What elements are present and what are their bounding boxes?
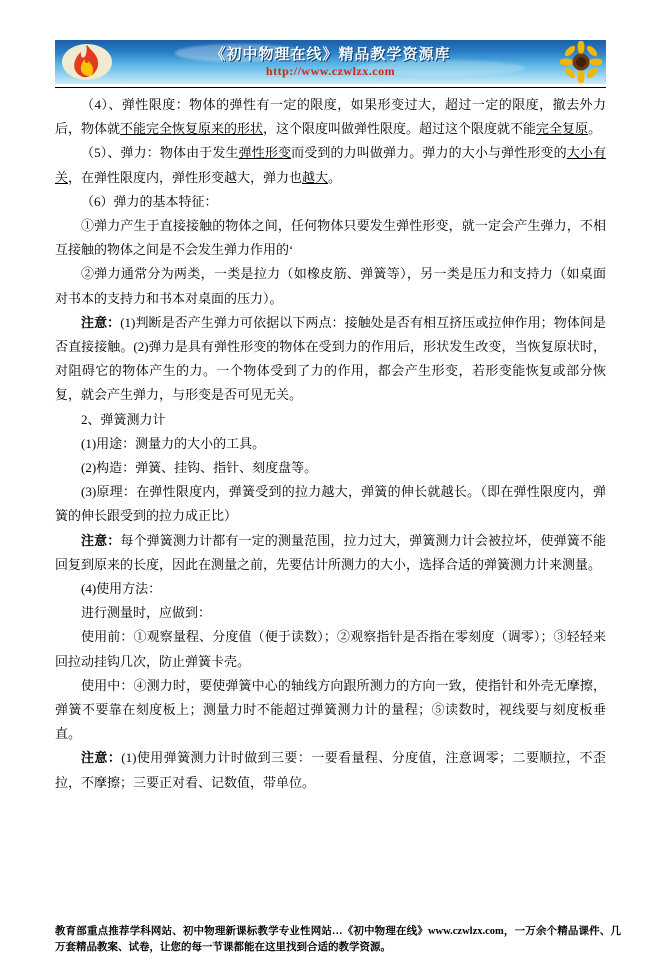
text-run: 每个弹簧测力计都有一定的测量范围，拉力过大，弹簧测力计会被拉坏，使弹簧不能回复到原来的长度，因此在测量之前，先要估计所测力的大小，选择合适的弹簧测力计来测量。 <box>55 532 606 572</box>
banner-image <box>55 40 606 84</box>
paragraph-p-note-2 <box>55 529 606 577</box>
paragraph-p-basic-features <box>55 190 606 214</box>
paragraph-p-use <box>55 432 606 456</box>
text-run: (2)构造：弹簧、挂钩、指针、刻度盘等。 <box>81 460 318 476</box>
text-run: (1)判断是否产生弹力可依据以下两点：接触处是否有相互挤压或拉伸作用；物体间是否直接接触。(2)弹力是具有弹性形变的物体在受到力的作用后，形状发生改变，当恢复原状时，对阻碍它的物体产生的力。一个物体受到了力的作用，都会产生形变，若形变能恢复或部分恢复，就会产生弹力，与形变是否可见无关。 <box>55 314 606 403</box>
text-run: 使用前：①观察量程、分度值（便于读数）；②观察指针是否指在零刻度（调零）；③轻轻来回拉动挂钩几次，防止弹簧卡壳。 <box>55 629 606 669</box>
text-run: 进行测量时，应做到： <box>81 605 212 621</box>
text-run: 完全复原 <box>536 121 589 137</box>
paragraph-p-structure <box>55 456 606 480</box>
text-run: 大小有关 <box>55 145 606 185</box>
header-divider <box>55 87 606 88</box>
text-run: ②弹力通常分为两类，一类是拉力（如橡皮筋、弹簧等），另一类是压力和支持力（如桌面对书本的支持力和书本对桌面的压力）。 <box>55 266 606 306</box>
text-run: ，这个限度叫做弹性限度。超过这个限度就不能 <box>263 121 537 137</box>
paragraph-p-elastic-force <box>55 141 606 189</box>
text-run: (1)使用弹簧测力计时做到三要：一要看量程、分度值，注意调零；二要顺拉，不歪拉，不摩擦；三要正对看、记数值，带单位。 <box>55 750 606 790</box>
text-run: 不能完全恢复原来的形状 <box>120 121 264 137</box>
text-run: 注意： <box>81 314 121 330</box>
text-run: 。 <box>328 169 342 185</box>
text-run: 越大 <box>302 169 329 185</box>
paragraph-p-note-3 <box>55 746 606 794</box>
page-footer: 教育部重点推荐学科网站、初中物理新课标教学专业性网站…《初中物理在线》www.czwlzx.com，一万余个精品课件、几万套精品教案、试卷，让您的每一节课都能在这里找到合适的教学资源。 <box>55 926 621 953</box>
paragraph-p-before-use <box>55 625 606 673</box>
paragraph-p-feature-2 <box>55 262 606 310</box>
text-run: 使用中：④测力时，要使弹簧中心的轴线方向跟所测力的方向一致，使指针和外壳无摩擦，弹簧不要靠在刻度板上；测量力时不能超过弹簧测力计的量程；⑤读数时，视线要与刻度板垂直。 <box>55 677 606 742</box>
text-run: (1)用途：测量力的大小的工具。 <box>81 435 266 451</box>
paragraph-p-principle <box>55 480 606 528</box>
document-page <box>0 40 661 976</box>
paragraph-p-feature-1 <box>55 214 606 262</box>
paragraph-p-elastic-limit <box>55 93 606 141</box>
text-run: 2、弹簧测力计 <box>81 411 166 427</box>
paragraph-p-in-use <box>55 674 606 747</box>
paragraph-p-method <box>55 577 606 601</box>
banner-title: 《初中物理在线》精品教学资源库 <box>210 47 451 63</box>
banner-url[interactable]: http://www.czwlzx.com <box>265 64 396 78</box>
paragraph-p-note-1 <box>55 311 606 408</box>
text-run: (4)使用方法： <box>81 581 162 597</box>
paragraph-p-section-2 <box>55 408 606 432</box>
text-run: 弹性形变 <box>238 145 292 161</box>
document-body <box>55 93 606 795</box>
text-run: 。 <box>588 121 602 137</box>
site-banner <box>55 40 606 84</box>
text-run: （6）弹力的基本特征： <box>81 193 218 209</box>
text-run: （5）、弹力：物体由于发生 <box>81 145 239 161</box>
paragraph-p-measure-when <box>55 601 606 625</box>
text-run: 而受到的力叫做弹力。弹力的大小与弹性形变的 <box>291 145 567 161</box>
text-run: 注意： <box>81 750 122 766</box>
text-run: ，在弹性限度内，弹性形变越大，弹力也 <box>68 169 303 185</box>
text-run: 注意： <box>81 532 121 548</box>
text-run: (3)原理：在弹性限度内，弹簧受到的拉力越大，弹簧的伸长就越长。（即在弹性限度内，弹簧的伸长跟受到的拉力成正比） <box>55 484 606 524</box>
text-run: （4）、弹性限度：物体的弹性有一定的限度，如果形变过大，超过一定的限度，撤去外力后，物体就 <box>55 97 606 137</box>
text-run: ①弹力产生于直接接触的物体之间，任何物体只要发生弹性形变，就一定会产生弹力，不相互接触的物体之间是不会发生弹力作用的‘ <box>55 218 606 258</box>
